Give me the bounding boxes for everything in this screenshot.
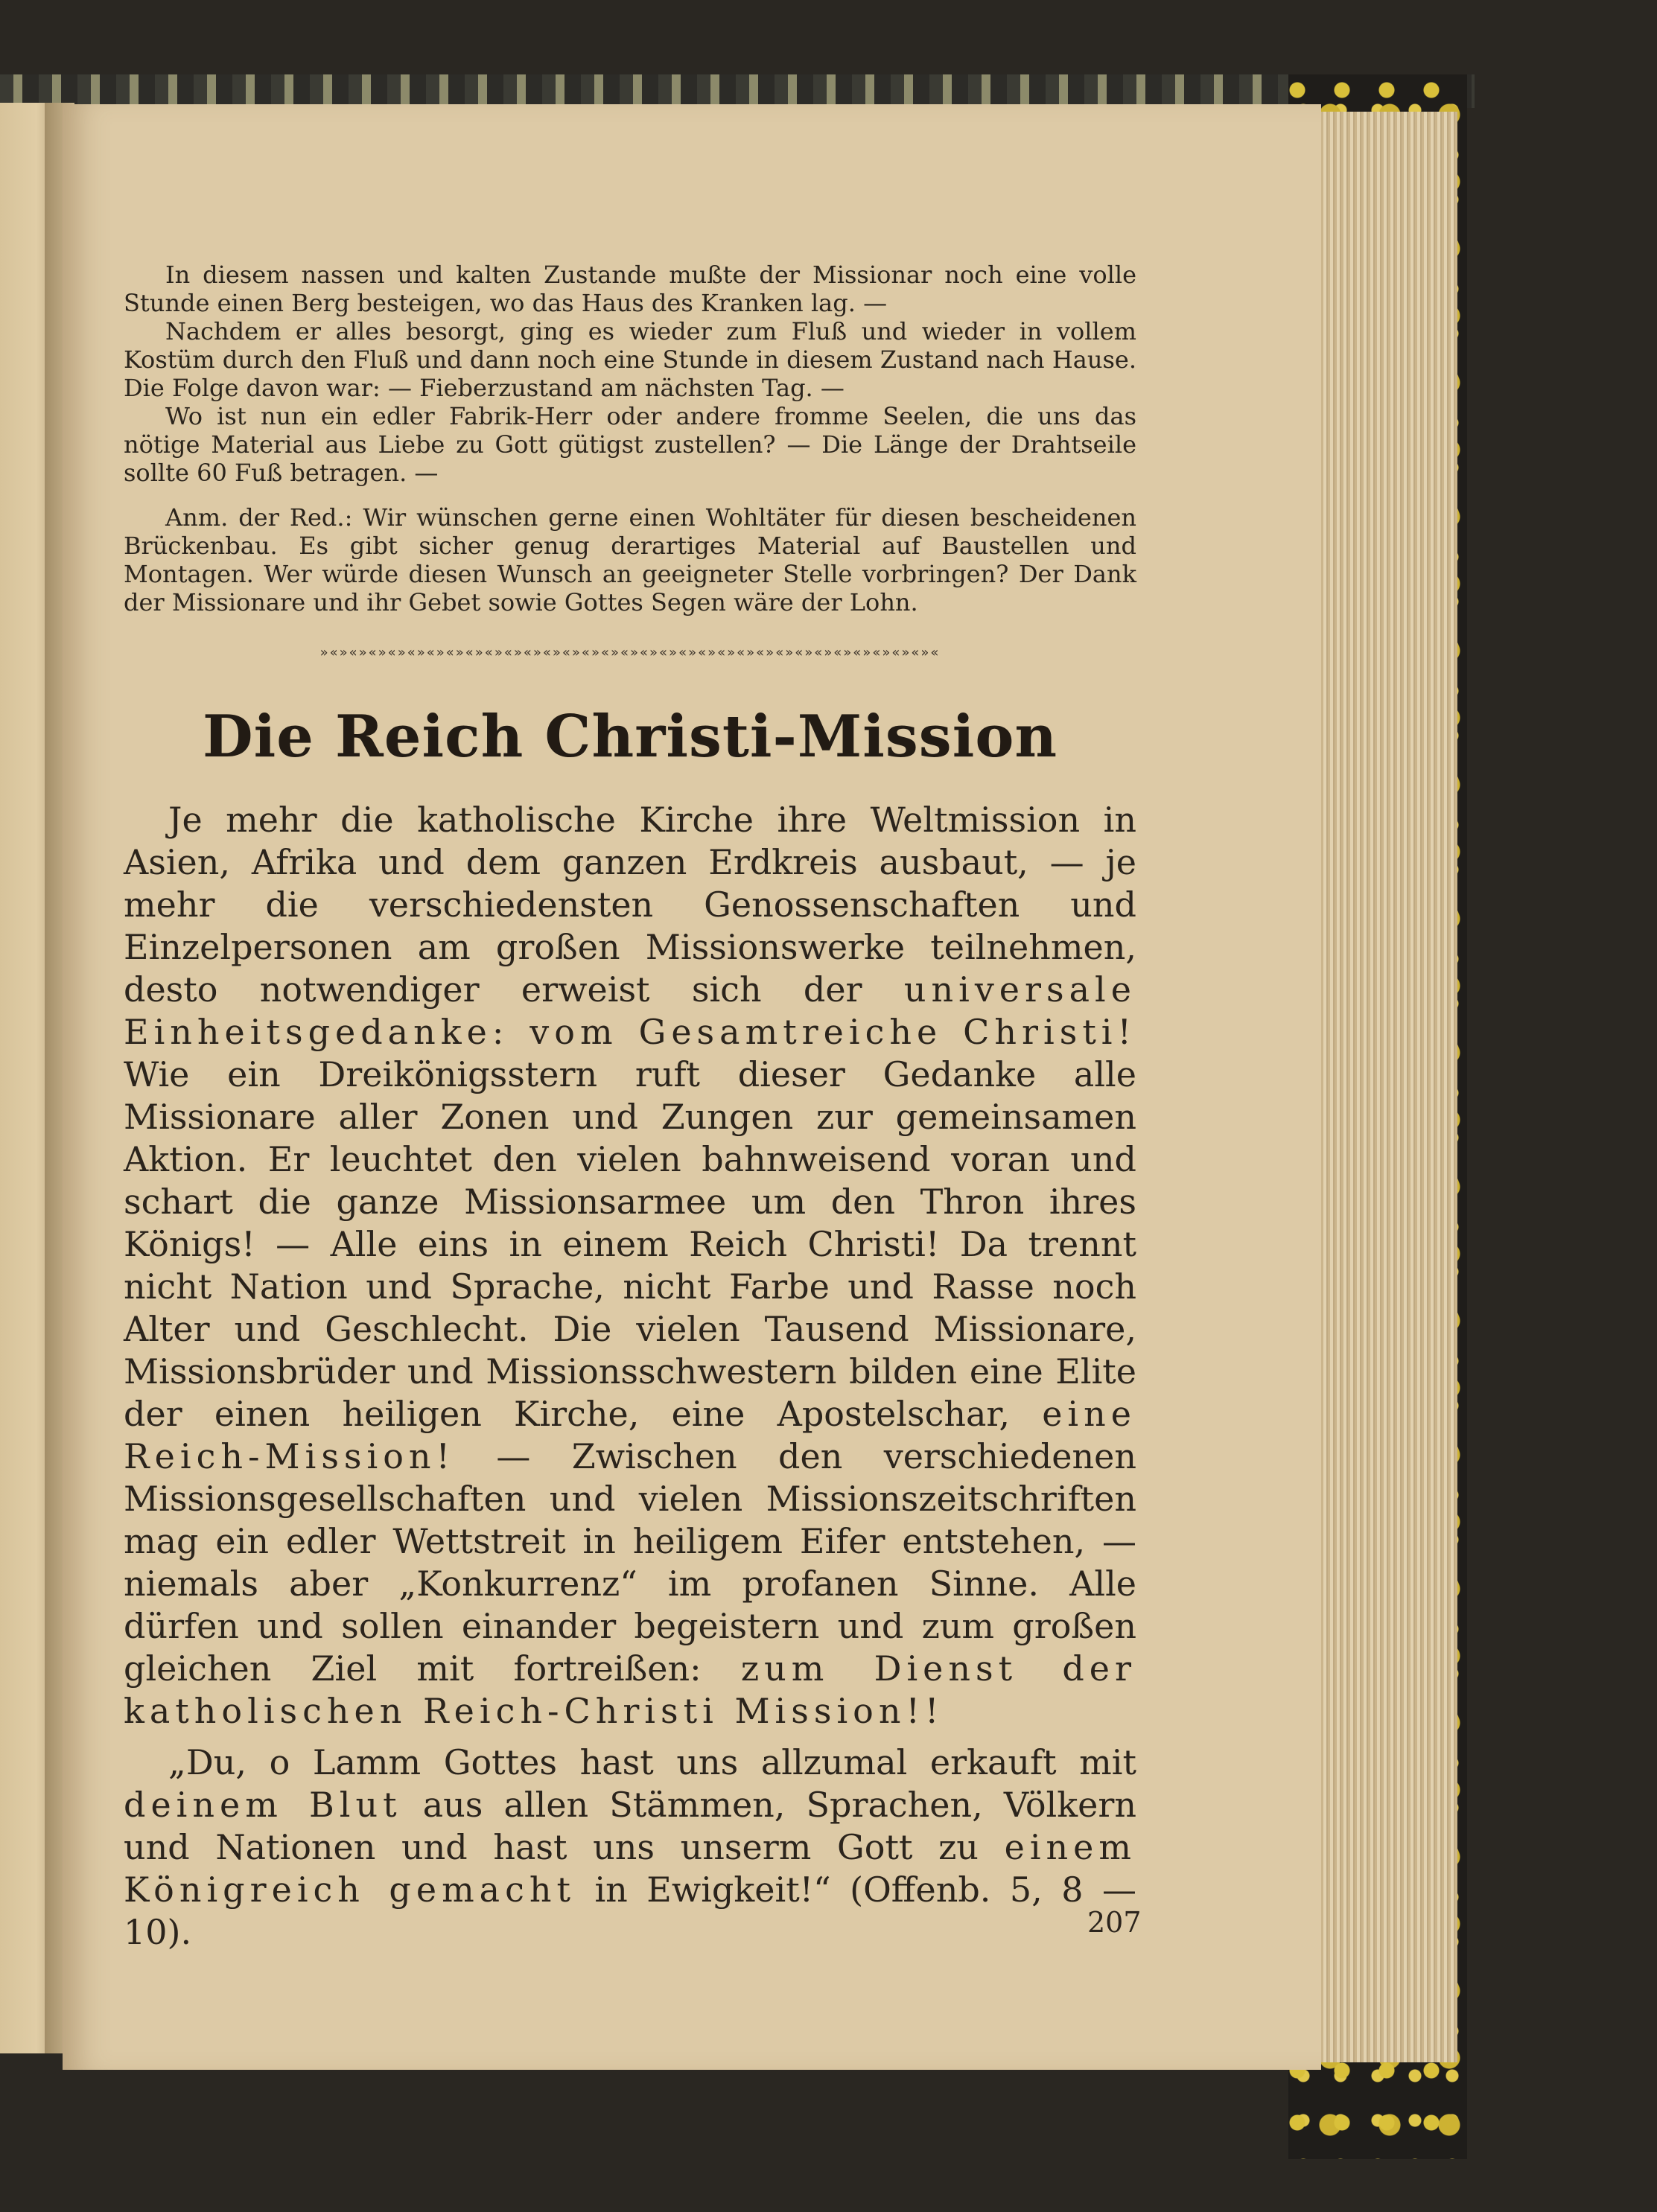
body-text-1: Je mehr die katholische Kirche ihre Weltmission in Asien, Afrika und dem ganzen Erdkreis ausbaut, — je mehr die verschiedensten Genossenschaften und Einzelpersonen am großen Missionswerke teilnehmen, desto notwendiger erweist sich der xyxy=(124,800,1136,1010)
quote-text-2: aus allen Stämmen, Sprachen, Völkern und Nationen und hast uns unserm Gott zu xyxy=(124,1785,1136,1867)
body-emphasis-1: universale Einheitsgedanke: vom Gesamtreiche Christi! xyxy=(124,969,1136,1052)
body-text-2: Wie ein Dreikönigsstern ruft dieser Gedanke alle Missionare aller Zonen und Zungen zur gemeinsamen Aktion. Er leuchtet den vielen bahnweisend voran und schart die ganze Missionsarmee um den Thron ihres Königs! — Alle eins in einem Reich Christi! Da trennt nicht Nation und Sprache, nicht Farbe und Rasse noch Alter und Geschlecht. Die vielen Tausend Missionare, Missionsbrüder und Missionsschwestern bilden eine Elite der einen heiligen Kirche, eine Apostelschar, xyxy=(124,1054,1136,1434)
quote-emphasis-2: einem Königreich gemacht xyxy=(124,1827,1136,1910)
body-text-3: — Zwischen den verschiedenen Missionsgesellschaften und vielen Missionszeitschriften mag ein edler Wettstreit in heiligem Eifer entstehen, — niemals aber „Konkurrenz“ im profanen Sinne. Alle dürfen und sollen einander begeistern und zum großen gleichen Ziel mit fortreißen: xyxy=(124,1436,1136,1689)
ornament-divider: »«»«»«»«»«»«»«»«»«»«»«»«»«»«»«»«»«»«»«»«»«»«»«»«»«»«»«»«»«»«»«»« xyxy=(319,645,941,658)
quote-emphasis-1: deinem Blut xyxy=(124,1785,402,1825)
quote-text-3: in Ewigkeit!“ (Offenb. 5, 8 — 10). xyxy=(124,1870,1136,1952)
body-emphasis-3: zum Dienst der katholischen Reich-Christi Mission!! xyxy=(124,1648,1137,1731)
article-body xyxy=(124,799,1136,1733)
page-content xyxy=(124,261,1136,1954)
page-number: 207 xyxy=(1087,1906,1142,1939)
body-emphasis-2: eine Reich-Mission! xyxy=(124,1394,1136,1476)
paragraph-small-3: Wo ist nun ein edler Fabrik-Herr oder andere fromme Seelen, die uns das nötige Material aus Liebe zu Gott gütigst zustellen? — Die Länge der Drahtseile sollte 60 Fuß betragen. — xyxy=(124,402,1136,487)
page-edges xyxy=(1300,112,1457,2062)
book-cover-top xyxy=(0,74,1475,108)
article-title: Die Reich Christi-Mission xyxy=(202,703,1058,771)
editor-note: Anm. der Red.: Wir wünschen gerne einen Wohltäter für diesen bescheidenen Brückenbau. Es gibt sicher genug derartiges Material auf Baustellen und Montagen. Wer würde diesen Wunsch an geeigneter Stelle vorbringen? Der Dank der Missionare und ihr Gebet sowie Gottes Segen wäre der Lohn. xyxy=(124,503,1136,616)
paragraph-small-1: In diesem nassen und kalten Zustande mußte der Missionar noch eine volle Stunde einen Berg besteigen, wo das Haus des Kranken lag. — xyxy=(124,261,1136,317)
bible-quote xyxy=(124,1741,1136,1954)
quote-text-1: „Du, o Lamm Gottes hast uns allzumal erkauft mit xyxy=(168,1742,1136,1782)
paragraph-small-2: Nachdem er alles besorgt, ging es wieder zum Fluß und wieder in vollem Kostüm durch den Fluß und dann noch eine Stunde in diesem Zustand nach Hause. Die Folge davon war: — Fieberzustand am nächsten Tag. — xyxy=(124,317,1136,402)
